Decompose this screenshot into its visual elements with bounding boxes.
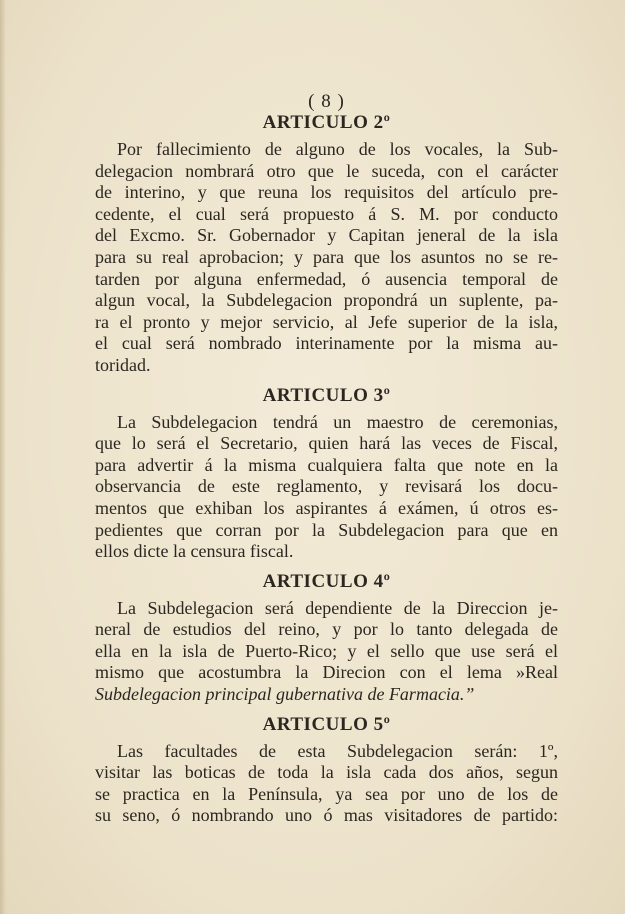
text-line: neral de estudios del reino, y por lo tanto delegada de: [95, 619, 558, 640]
text-line: visitar las boticas de toda la isla cada dos años, segun: [95, 762, 558, 783]
article-5-body: [95, 741, 558, 827]
text-line: se practica en la Península, ya sea por uno de los de: [95, 783, 558, 804]
text-block: [95, 92, 558, 835]
page-edge-shadow: [0, 0, 6, 914]
text-line: el cual será nombrado interinamente por la misma au-: [95, 333, 558, 354]
text-line: tarden por alguna enfermedad, ó ausencia temporal de: [95, 268, 558, 289]
text-line: que lo será el Secretario, quien hará las veces de Fiscal,: [95, 433, 558, 454]
text-line: su seno, ó nombrando uno ó mas visitadores de partido:: [95, 805, 558, 826]
text-line: Las facultades de esta Subdelegacion serán: 1º,: [117, 740, 558, 761]
text-line: pedientes que corran por la Subdelegacion para que en: [95, 519, 558, 540]
text-line: Subdelegacion principal gubernativa de Farmacia.”: [95, 684, 475, 705]
text-line: para advertir á la misma cualquiera falta que note en la: [95, 454, 558, 475]
text-line: La Subdelegacion tendrá un maestro de ceremonias,: [117, 411, 558, 432]
text-line: toridad.: [95, 354, 151, 375]
text-line: mentos que exhiban los aspirantes á exámen, ú otros es-: [95, 497, 558, 518]
text-line: Por fallecimiento de alguno de los vocales, la Sub-: [117, 139, 558, 159]
article-2-body: [95, 139, 558, 377]
text-line: delegacion nombrará otro que le suceda, con el carácter: [95, 160, 558, 181]
article-3-heading: ARTICULO 3º: [262, 384, 391, 406]
article-4-body: [95, 598, 558, 706]
article-5-heading: ARTICULO 5º: [262, 713, 391, 735]
article-3-body: [95, 412, 558, 563]
text-line: del Excmo. Sr. Gobernador y Capitan jeneral de la isla: [95, 225, 558, 246]
text-line: ella en la isla de Puerto-Rico; y el sello que use será el: [95, 640, 558, 661]
text-line: de interino, y que reuna los requisitos del artículo pre-: [95, 182, 558, 203]
text-line: cedente, el cual será propuesto á S. M. por conducto: [95, 203, 558, 224]
text-line: ellos dicte la censura fiscal.: [95, 541, 294, 562]
article-4-heading: ARTICULO 4º: [262, 570, 391, 592]
text-line: observancia de este reglamento, y revisará los docu-: [95, 476, 558, 497]
text-line: La Subdelegacion será dependiente de la Direccion je-: [117, 597, 558, 618]
text-line: para su real aprobacion; y para que los asuntos no se re-: [95, 246, 558, 267]
text-line: ra el pronto y mejor servicio, al Jefe superior de la isla,: [95, 311, 558, 332]
article-2-heading: ARTICULO 2º: [262, 112, 391, 133]
text-line: algun vocal, la Subdelegacion propondrá un suplente, pa-: [95, 290, 558, 311]
page-number: ( 8 ): [308, 91, 345, 112]
text-line: mismo que acostumbra la Direcion con el lema »Real: [95, 662, 558, 683]
